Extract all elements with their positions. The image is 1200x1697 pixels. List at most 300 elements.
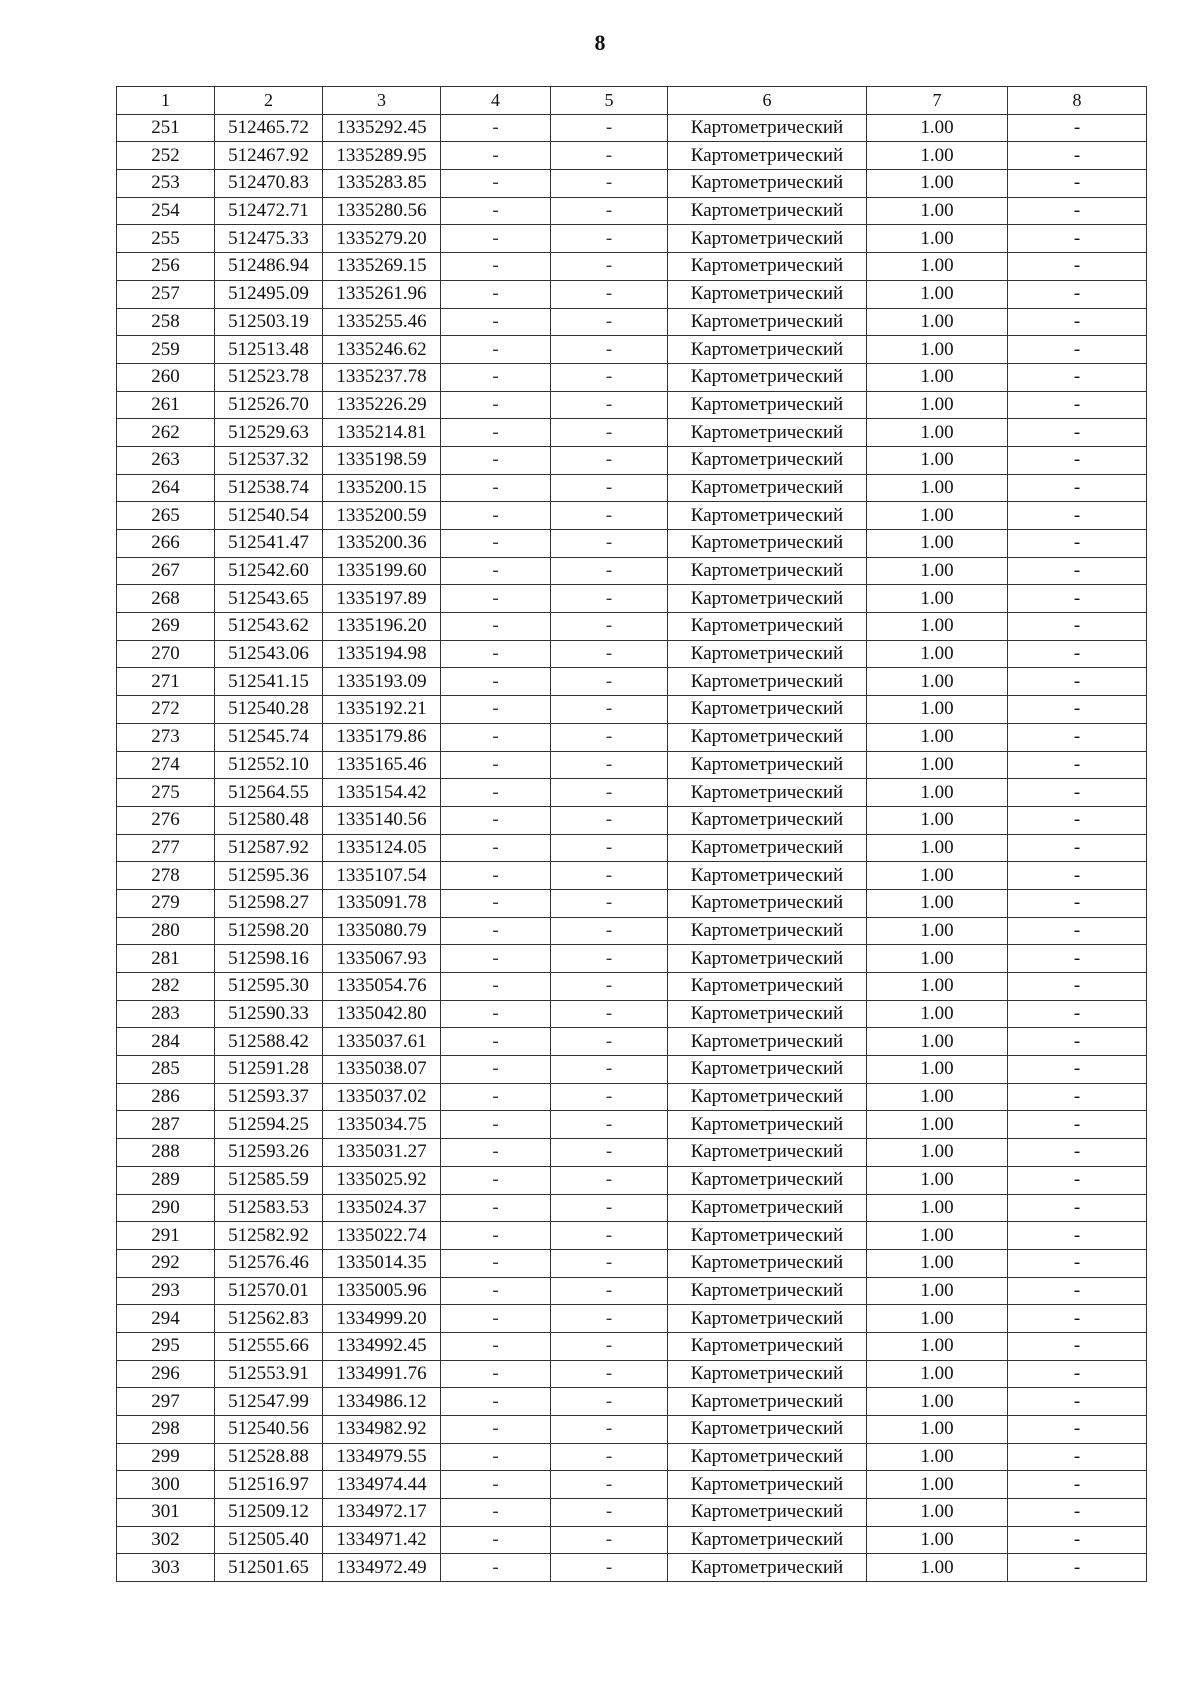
point-number: 285	[117, 1056, 215, 1084]
col4-value: -	[441, 142, 551, 170]
col4-value: -	[441, 1388, 551, 1416]
x-coordinate: 512593.26	[215, 1139, 323, 1167]
accuracy: 1.00	[867, 779, 1008, 807]
y-coordinate: 1335031.27	[323, 1139, 441, 1167]
table-row	[117, 1166, 1147, 1194]
accuracy: 1.00	[867, 474, 1008, 502]
table-row	[117, 336, 1147, 364]
method: Картометрический	[668, 1194, 867, 1222]
col4-value: -	[441, 114, 551, 142]
x-coordinate: 512588.42	[215, 1028, 323, 1056]
x-coordinate: 512576.46	[215, 1249, 323, 1277]
method: Картометрический	[668, 806, 867, 834]
point-number: 286	[117, 1083, 215, 1111]
x-coordinate: 512552.10	[215, 751, 323, 779]
col8-value: -	[1008, 557, 1147, 585]
method: Картометрический	[668, 114, 867, 142]
col5-value: -	[551, 862, 668, 890]
y-coordinate: 1335107.54	[323, 862, 441, 890]
table-row	[117, 1139, 1147, 1167]
table-row	[117, 557, 1147, 585]
column-header-2: 2	[215, 87, 323, 115]
table-row	[117, 696, 1147, 724]
table-row	[117, 1222, 1147, 1250]
x-coordinate: 512598.27	[215, 889, 323, 917]
col8-value: -	[1008, 280, 1147, 308]
point-number: 297	[117, 1388, 215, 1416]
col4-value: -	[441, 197, 551, 225]
accuracy: 1.00	[867, 806, 1008, 834]
method: Картометрический	[668, 1499, 867, 1527]
accuracy: 1.00	[867, 419, 1008, 447]
table-row	[117, 1056, 1147, 1084]
col8-value: -	[1008, 1388, 1147, 1416]
method: Картометрический	[668, 889, 867, 917]
col5-value: -	[551, 751, 668, 779]
table-row	[117, 1028, 1147, 1056]
col5-value: -	[551, 391, 668, 419]
method: Картометрический	[668, 973, 867, 1001]
x-coordinate: 512583.53	[215, 1194, 323, 1222]
point-number: 283	[117, 1000, 215, 1028]
col4-value: -	[441, 1222, 551, 1250]
col4-value: -	[441, 1499, 551, 1527]
method: Картометрический	[668, 723, 867, 751]
col5-value: -	[551, 723, 668, 751]
col4-value: -	[441, 1166, 551, 1194]
col8-value: -	[1008, 502, 1147, 530]
col8-value: -	[1008, 585, 1147, 613]
x-coordinate: 512590.33	[215, 1000, 323, 1028]
col8-value: -	[1008, 613, 1147, 641]
y-coordinate: 1335037.02	[323, 1083, 441, 1111]
method: Картометрический	[668, 530, 867, 558]
col4-value: -	[441, 1249, 551, 1277]
col8-value: -	[1008, 1166, 1147, 1194]
col4-value: -	[441, 1000, 551, 1028]
col4-value: -	[441, 585, 551, 613]
y-coordinate: 1335214.81	[323, 419, 441, 447]
point-number: 279	[117, 889, 215, 917]
accuracy: 1.00	[867, 170, 1008, 198]
x-coordinate: 512472.71	[215, 197, 323, 225]
accuracy: 1.00	[867, 1443, 1008, 1471]
table-row	[117, 1111, 1147, 1139]
table-header-row	[117, 87, 1147, 115]
y-coordinate: 1335226.29	[323, 391, 441, 419]
accuracy: 1.00	[867, 1332, 1008, 1360]
accuracy: 1.00	[867, 1166, 1008, 1194]
y-coordinate: 1334982.92	[323, 1416, 441, 1444]
col4-value: -	[441, 613, 551, 641]
method: Картометрический	[668, 640, 867, 668]
col5-value: -	[551, 253, 668, 281]
col4-value: -	[441, 945, 551, 973]
y-coordinate: 1334991.76	[323, 1360, 441, 1388]
point-number: 252	[117, 142, 215, 170]
col5-value: -	[551, 530, 668, 558]
col8-value: -	[1008, 1194, 1147, 1222]
accuracy: 1.00	[867, 1526, 1008, 1554]
col8-value: -	[1008, 1416, 1147, 1444]
point-number: 261	[117, 391, 215, 419]
accuracy: 1.00	[867, 1083, 1008, 1111]
col5-value: -	[551, 1000, 668, 1028]
column-header-1: 1	[117, 87, 215, 115]
method: Картометрический	[668, 1111, 867, 1139]
point-number: 258	[117, 308, 215, 336]
col4-value: -	[441, 170, 551, 198]
col5-value: -	[551, 114, 668, 142]
method: Картометрический	[668, 1332, 867, 1360]
col8-value: -	[1008, 696, 1147, 724]
method: Картометрический	[668, 585, 867, 613]
col8-value: -	[1008, 862, 1147, 890]
table-row	[117, 889, 1147, 917]
col4-value: -	[441, 391, 551, 419]
col8-value: -	[1008, 1332, 1147, 1360]
method: Картометрический	[668, 1416, 867, 1444]
col4-value: -	[441, 834, 551, 862]
col5-value: -	[551, 1111, 668, 1139]
point-number: 277	[117, 834, 215, 862]
x-coordinate: 512598.16	[215, 945, 323, 973]
table-row	[117, 1277, 1147, 1305]
table-row	[117, 1360, 1147, 1388]
accuracy: 1.00	[867, 253, 1008, 281]
point-number: 276	[117, 806, 215, 834]
col4-value: -	[441, 889, 551, 917]
col5-value: -	[551, 280, 668, 308]
col5-value: -	[551, 308, 668, 336]
point-number: 294	[117, 1305, 215, 1333]
point-number: 296	[117, 1360, 215, 1388]
y-coordinate: 1335179.86	[323, 723, 441, 751]
x-coordinate: 512537.32	[215, 446, 323, 474]
table-row	[117, 1249, 1147, 1277]
table-row	[117, 834, 1147, 862]
y-coordinate: 1335198.59	[323, 446, 441, 474]
x-coordinate: 512538.74	[215, 474, 323, 502]
col8-value: -	[1008, 336, 1147, 364]
y-coordinate: 1335067.93	[323, 945, 441, 973]
point-number: 284	[117, 1028, 215, 1056]
col8-value: -	[1008, 225, 1147, 253]
table-row	[117, 1388, 1147, 1416]
table-row	[117, 419, 1147, 447]
col5-value: -	[551, 1277, 668, 1305]
table-row	[117, 225, 1147, 253]
col5-value: -	[551, 419, 668, 447]
column-header-3: 3	[323, 87, 441, 115]
col5-value: -	[551, 170, 668, 198]
method: Картометрический	[668, 1249, 867, 1277]
col4-value: -	[441, 1554, 551, 1582]
table-row	[117, 1471, 1147, 1499]
method: Картометрический	[668, 1222, 867, 1250]
col5-value: -	[551, 917, 668, 945]
accuracy: 1.00	[867, 363, 1008, 391]
y-coordinate: 1334992.45	[323, 1332, 441, 1360]
col5-value: -	[551, 1499, 668, 1527]
x-coordinate: 512547.99	[215, 1388, 323, 1416]
col5-value: -	[551, 557, 668, 585]
method: Картометрический	[668, 308, 867, 336]
col4-value: -	[441, 1194, 551, 1222]
col4-value: -	[441, 668, 551, 696]
y-coordinate: 1335034.75	[323, 1111, 441, 1139]
column-header-4: 4	[441, 87, 551, 115]
col8-value: -	[1008, 973, 1147, 1001]
point-number: 291	[117, 1222, 215, 1250]
x-coordinate: 512475.33	[215, 225, 323, 253]
accuracy: 1.00	[867, 1139, 1008, 1167]
y-coordinate: 1335279.20	[323, 225, 441, 253]
col8-value: -	[1008, 1056, 1147, 1084]
y-coordinate: 1335246.62	[323, 336, 441, 364]
col8-value: -	[1008, 474, 1147, 502]
x-coordinate: 512523.78	[215, 363, 323, 391]
table-row	[117, 1443, 1147, 1471]
col8-value: -	[1008, 1139, 1147, 1167]
col8-value: -	[1008, 806, 1147, 834]
col5-value: -	[551, 1332, 668, 1360]
y-coordinate: 1335140.56	[323, 806, 441, 834]
accuracy: 1.00	[867, 862, 1008, 890]
col4-value: -	[441, 973, 551, 1001]
x-coordinate: 512509.12	[215, 1499, 323, 1527]
x-coordinate: 512582.92	[215, 1222, 323, 1250]
y-coordinate: 1334972.17	[323, 1499, 441, 1527]
x-coordinate: 512540.54	[215, 502, 323, 530]
col8-value: -	[1008, 1471, 1147, 1499]
col5-value: -	[551, 779, 668, 807]
col4-value: -	[441, 253, 551, 281]
point-number: 298	[117, 1416, 215, 1444]
col8-value: -	[1008, 1277, 1147, 1305]
accuracy: 1.00	[867, 1360, 1008, 1388]
x-coordinate: 512495.09	[215, 280, 323, 308]
col5-value: -	[551, 1526, 668, 1554]
column-header-8: 8	[1008, 87, 1147, 115]
x-coordinate: 512543.06	[215, 640, 323, 668]
col4-value: -	[441, 502, 551, 530]
col4-value: -	[441, 446, 551, 474]
accuracy: 1.00	[867, 502, 1008, 530]
accuracy: 1.00	[867, 668, 1008, 696]
table-row	[117, 391, 1147, 419]
y-coordinate: 1335014.35	[323, 1249, 441, 1277]
col5-value: -	[551, 1194, 668, 1222]
point-number: 288	[117, 1139, 215, 1167]
method: Картометрический	[668, 1028, 867, 1056]
table-row	[117, 973, 1147, 1001]
method: Картометрический	[668, 1554, 867, 1582]
y-coordinate: 1335022.74	[323, 1222, 441, 1250]
method: Картометрический	[668, 197, 867, 225]
accuracy: 1.00	[867, 945, 1008, 973]
x-coordinate: 512593.37	[215, 1083, 323, 1111]
method: Картометрический	[668, 446, 867, 474]
accuracy: 1.00	[867, 889, 1008, 917]
col4-value: -	[441, 1305, 551, 1333]
x-coordinate: 512555.66	[215, 1332, 323, 1360]
col8-value: -	[1008, 1305, 1147, 1333]
col4-value: -	[441, 1471, 551, 1499]
point-number: 295	[117, 1332, 215, 1360]
x-coordinate: 512580.48	[215, 806, 323, 834]
col8-value: -	[1008, 1249, 1147, 1277]
accuracy: 1.00	[867, 557, 1008, 585]
method: Картометрический	[668, 253, 867, 281]
x-coordinate: 512542.60	[215, 557, 323, 585]
method: Картометрический	[668, 779, 867, 807]
point-number: 259	[117, 336, 215, 364]
accuracy: 1.00	[867, 751, 1008, 779]
col4-value: -	[441, 1360, 551, 1388]
table-row	[117, 1499, 1147, 1527]
col4-value: -	[441, 1028, 551, 1056]
y-coordinate: 1335080.79	[323, 917, 441, 945]
table-row	[117, 668, 1147, 696]
accuracy: 1.00	[867, 1499, 1008, 1527]
y-coordinate: 1335197.89	[323, 585, 441, 613]
col8-value: -	[1008, 308, 1147, 336]
point-number: 292	[117, 1249, 215, 1277]
col8-value: -	[1008, 668, 1147, 696]
col4-value: -	[441, 557, 551, 585]
y-coordinate: 1335292.45	[323, 114, 441, 142]
col5-value: -	[551, 197, 668, 225]
x-coordinate: 512540.28	[215, 696, 323, 724]
point-number: 287	[117, 1111, 215, 1139]
col5-value: -	[551, 1166, 668, 1194]
method: Картометрический	[668, 557, 867, 585]
table-row	[117, 1526, 1147, 1554]
col5-value: -	[551, 474, 668, 502]
point-number: 268	[117, 585, 215, 613]
y-coordinate: 1335261.96	[323, 280, 441, 308]
x-coordinate: 512595.30	[215, 973, 323, 1001]
column-header-5: 5	[551, 87, 668, 115]
col4-value: -	[441, 640, 551, 668]
y-coordinate: 1335280.56	[323, 197, 441, 225]
point-number: 273	[117, 723, 215, 751]
y-coordinate: 1334979.55	[323, 1443, 441, 1471]
accuracy: 1.00	[867, 1194, 1008, 1222]
col5-value: -	[551, 1056, 668, 1084]
accuracy: 1.00	[867, 640, 1008, 668]
col5-value: -	[551, 1360, 668, 1388]
col8-value: -	[1008, 1554, 1147, 1582]
y-coordinate: 1335154.42	[323, 779, 441, 807]
table-row	[117, 308, 1147, 336]
col4-value: -	[441, 1526, 551, 1554]
col4-value: -	[441, 225, 551, 253]
col5-value: -	[551, 806, 668, 834]
y-coordinate: 1335283.85	[323, 170, 441, 198]
accuracy: 1.00	[867, 1554, 1008, 1582]
col4-value: -	[441, 1056, 551, 1084]
method: Картометрический	[668, 1471, 867, 1499]
y-coordinate: 1335038.07	[323, 1056, 441, 1084]
y-coordinate: 1334974.44	[323, 1471, 441, 1499]
y-coordinate: 1335091.78	[323, 889, 441, 917]
accuracy: 1.00	[867, 1056, 1008, 1084]
accuracy: 1.00	[867, 613, 1008, 641]
table-body	[117, 114, 1147, 1581]
table-row	[117, 530, 1147, 558]
x-coordinate: 512516.97	[215, 1471, 323, 1499]
col4-value: -	[441, 530, 551, 558]
method: Картометрический	[668, 1056, 867, 1084]
col5-value: -	[551, 1471, 668, 1499]
col8-value: -	[1008, 1526, 1147, 1554]
point-number: 300	[117, 1471, 215, 1499]
point-number: 263	[117, 446, 215, 474]
accuracy: 1.00	[867, 391, 1008, 419]
method: Картометрический	[668, 1166, 867, 1194]
x-coordinate: 512594.25	[215, 1111, 323, 1139]
column-header-6: 6	[668, 87, 867, 115]
x-coordinate: 512545.74	[215, 723, 323, 751]
table-row	[117, 1194, 1147, 1222]
y-coordinate: 1335200.15	[323, 474, 441, 502]
point-number: 290	[117, 1194, 215, 1222]
col5-value: -	[551, 613, 668, 641]
accuracy: 1.00	[867, 446, 1008, 474]
method: Картометрический	[668, 613, 867, 641]
x-coordinate: 512501.65	[215, 1554, 323, 1582]
col4-value: -	[441, 751, 551, 779]
col4-value: -	[441, 336, 551, 364]
accuracy: 1.00	[867, 225, 1008, 253]
col8-value: -	[1008, 1028, 1147, 1056]
method: Картометрический	[668, 1000, 867, 1028]
accuracy: 1.00	[867, 1277, 1008, 1305]
col8-value: -	[1008, 363, 1147, 391]
point-number: 256	[117, 253, 215, 281]
accuracy: 1.00	[867, 723, 1008, 751]
y-coordinate: 1335193.09	[323, 668, 441, 696]
method: Картометрический	[668, 502, 867, 530]
col5-value: -	[551, 336, 668, 364]
col8-value: -	[1008, 1499, 1147, 1527]
method: Картометрический	[668, 1083, 867, 1111]
table-row	[117, 170, 1147, 198]
method: Картометрический	[668, 1443, 867, 1471]
x-coordinate: 512467.92	[215, 142, 323, 170]
y-coordinate: 1335196.20	[323, 613, 441, 641]
x-coordinate: 512543.62	[215, 613, 323, 641]
y-coordinate: 1335192.21	[323, 696, 441, 724]
col4-value: -	[441, 723, 551, 751]
col8-value: -	[1008, 723, 1147, 751]
method: Картометрический	[668, 225, 867, 253]
method: Картометрический	[668, 945, 867, 973]
table-row	[117, 502, 1147, 530]
col5-value: -	[551, 945, 668, 973]
point-number: 271	[117, 668, 215, 696]
accuracy: 1.00	[867, 1028, 1008, 1056]
point-number: 251	[117, 114, 215, 142]
y-coordinate: 1335255.46	[323, 308, 441, 336]
point-number: 254	[117, 197, 215, 225]
col5-value: -	[551, 1028, 668, 1056]
accuracy: 1.00	[867, 336, 1008, 364]
x-coordinate: 512587.92	[215, 834, 323, 862]
col4-value: -	[441, 363, 551, 391]
